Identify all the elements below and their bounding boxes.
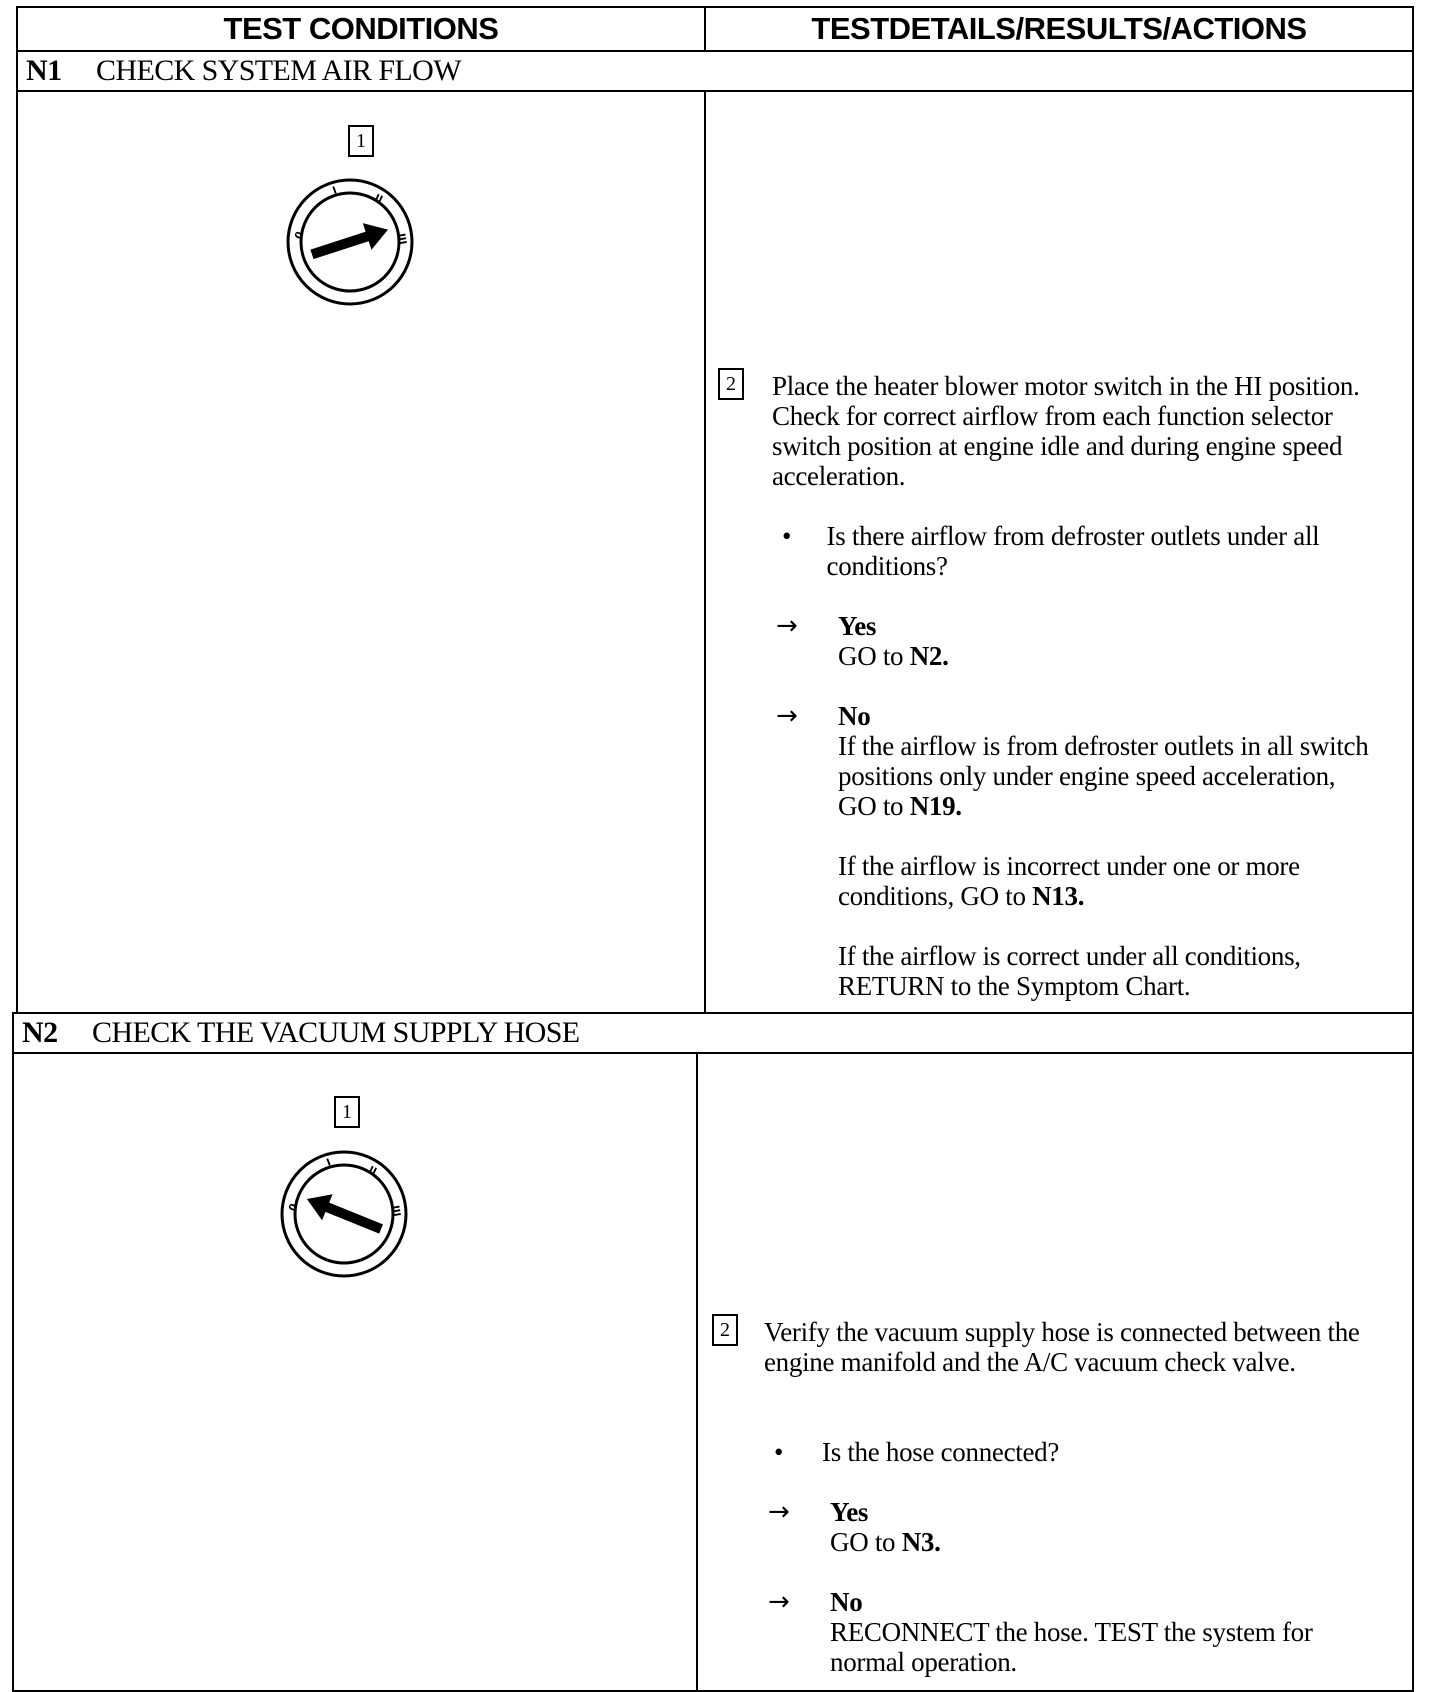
section-n1-conditions-cell bbox=[16, 90, 706, 1014]
go-to-target: N3. bbox=[901, 1527, 941, 1557]
no-label: No bbox=[830, 1587, 863, 1617]
blower-switch-dial-icon bbox=[286, 178, 414, 306]
arrow-right-icon: → bbox=[776, 701, 798, 731]
section-title: CHECK SYSTEM AIR FLOW bbox=[96, 54, 461, 87]
step-number-box: 2 bbox=[712, 1314, 738, 1346]
instruction-text: Place the heater blower motor switch in the HI position. Check for correct airflow from each function selector switch position at engine idle and during engine speed acceleration. bbox=[772, 371, 1360, 491]
go-to-target: N19. bbox=[909, 791, 962, 821]
no-action-paragraph: If the airflow is incorrect under one or more conditions, GO to N13. bbox=[838, 851, 1300, 911]
instruction-text: Verify the vacuum supply hose is connected between the engine manifold and the A/C vacuum check valve. bbox=[764, 1317, 1360, 1377]
bullet-icon: • bbox=[774, 1437, 784, 1467]
section-n2-details-cell bbox=[696, 1052, 1414, 1692]
yes-action: GO to N2. bbox=[838, 641, 949, 671]
blower-switch-dial-icon bbox=[280, 1150, 408, 1278]
dial-mark-3: III bbox=[389, 1204, 402, 1218]
section-n2-conditions-cell bbox=[12, 1052, 698, 1692]
section-code: N1 bbox=[26, 54, 62, 87]
no-choice bbox=[776, 701, 1396, 1001]
section-n1-title-row bbox=[16, 50, 1414, 92]
dial-mark-2: II bbox=[372, 192, 385, 206]
yes-label: Yes bbox=[838, 611, 877, 641]
section-n1-details-cell bbox=[704, 90, 1414, 1014]
question-text: Is there airflow from defroster outlets under all conditions? bbox=[826, 521, 1320, 581]
no-action-paragraph: RECONNECT the hose. TEST the system for normal operation. bbox=[830, 1617, 1313, 1677]
arrow-right-icon: → bbox=[768, 1587, 790, 1617]
dial-mark-2: II bbox=[366, 1164, 379, 1178]
test-conditions-header: TEST CONDITIONS bbox=[16, 6, 706, 52]
dial-mark-0: 0 bbox=[287, 1201, 301, 1214]
question-row bbox=[782, 521, 1402, 581]
test-details-header: TESTDETAILS/RESULTS/ACTIONS bbox=[704, 6, 1414, 52]
no-choice bbox=[768, 1587, 1398, 1677]
yes-action: GO to N3. bbox=[830, 1527, 941, 1557]
section-n2-title-row bbox=[12, 1012, 1414, 1054]
no-action-paragraph: If the airflow is from defroster outlets in all switch positions only under engine speed acceleration, GO to N19. bbox=[838, 731, 1369, 821]
question-text: Is the hose connected? bbox=[822, 1437, 1060, 1467]
question-row bbox=[774, 1437, 1394, 1467]
yes-label: Yes bbox=[830, 1497, 869, 1527]
bullet-icon: • bbox=[782, 521, 792, 551]
dial-mark-1: I bbox=[331, 185, 339, 197]
no-action-paragraph: If the airflow is correct under all conditions, RETURN to the Symptom Chart. bbox=[838, 941, 1301, 1001]
dial-mark-0: 0 bbox=[293, 229, 307, 242]
dial-mark-1: I bbox=[325, 1157, 333, 1169]
yes-choice bbox=[776, 611, 1396, 671]
step-number-box: 1 bbox=[334, 1096, 360, 1128]
dial-mark-3: III bbox=[395, 232, 408, 246]
step-number-box: 2 bbox=[718, 368, 744, 400]
go-to-target: N2. bbox=[909, 641, 949, 671]
section-title: CHECK THE VACUUM SUPPLY HOSE bbox=[92, 1016, 580, 1049]
go-to-target: N13. bbox=[1032, 881, 1085, 911]
arrow-right-icon: → bbox=[776, 611, 798, 641]
no-label: No bbox=[838, 701, 871, 731]
yes-choice bbox=[768, 1497, 1388, 1557]
arrow-right-icon: → bbox=[768, 1497, 790, 1527]
step-number-box: 1 bbox=[348, 125, 374, 157]
section-code: N2 bbox=[22, 1016, 58, 1049]
